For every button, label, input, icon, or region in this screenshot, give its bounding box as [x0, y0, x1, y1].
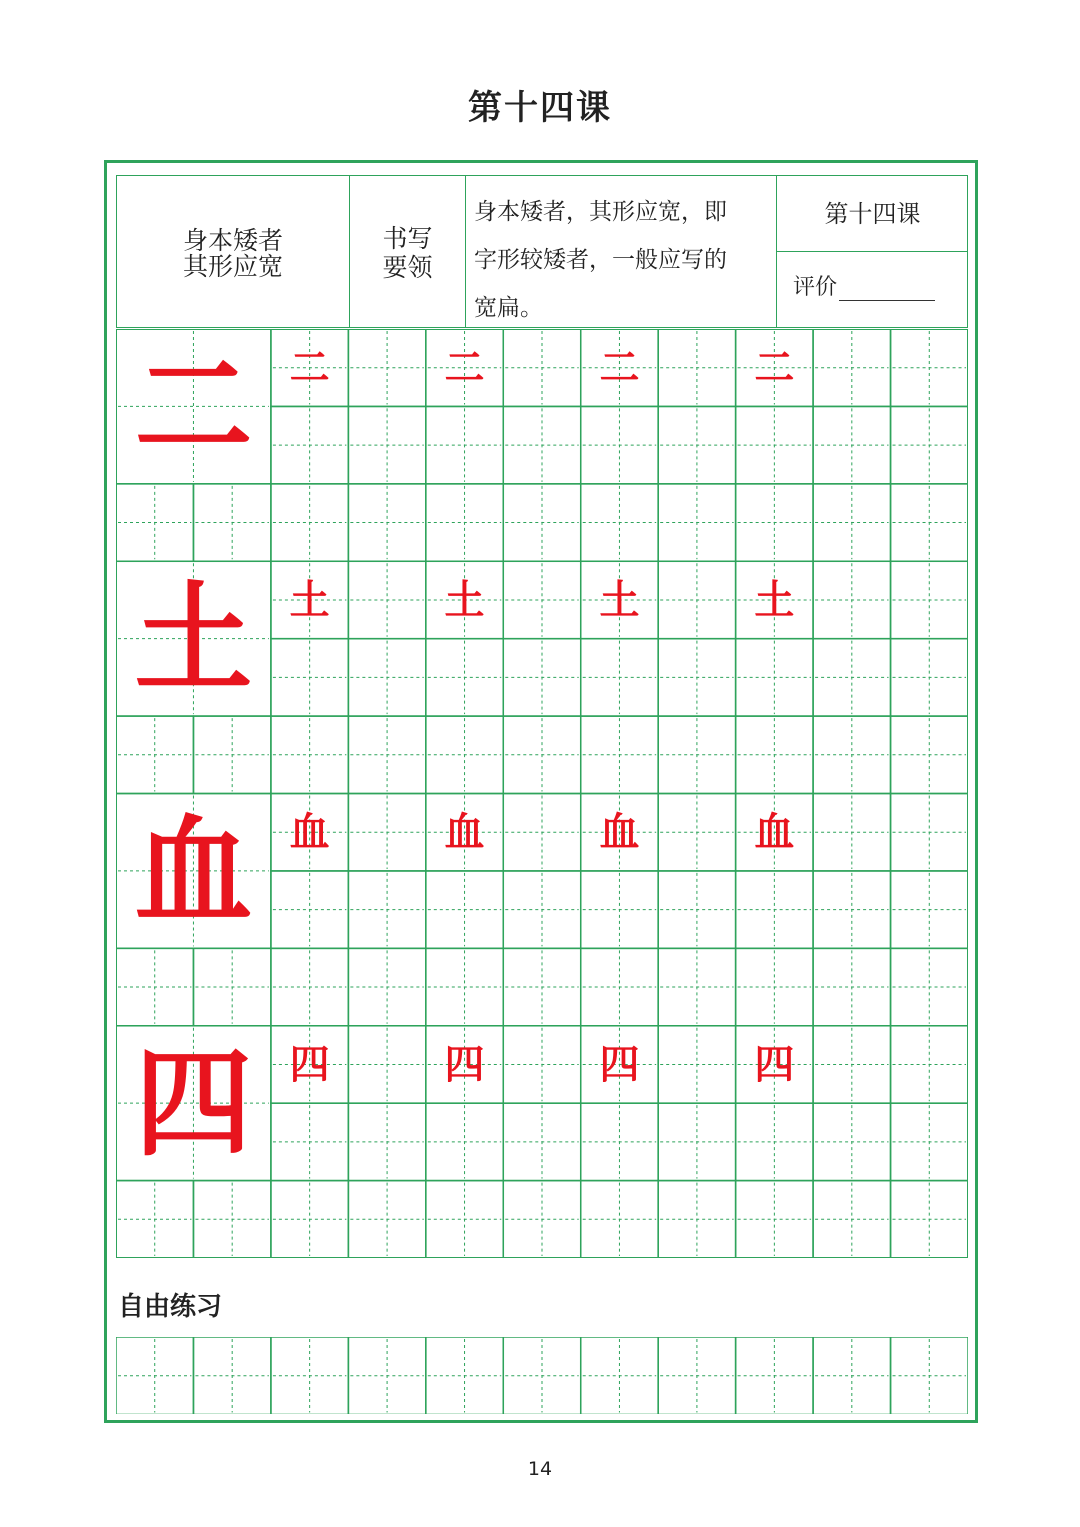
- model-character: 土: [134, 569, 253, 709]
- model-character: 血: [134, 801, 253, 941]
- practice-character: 土: [599, 576, 640, 624]
- practice-character: 二: [289, 344, 330, 392]
- method-text: [350, 224, 465, 282]
- practice-character: 土: [444, 576, 485, 624]
- evaluation-blank[interactable]: [839, 278, 935, 301]
- description-text: [474, 188, 770, 332]
- practice-character: 四: [289, 1040, 330, 1088]
- writing-grid: [116, 329, 968, 1258]
- evaluation-field: [793, 270, 935, 301]
- practice-character: 二: [754, 344, 795, 392]
- method-cell: [350, 176, 466, 327]
- lesson-label: 第十四课: [777, 176, 968, 252]
- page-number: 14: [527, 1458, 553, 1480]
- free-practice-grid: [116, 1337, 968, 1414]
- topic-text: [117, 228, 349, 280]
- practice-character: 四: [754, 1040, 795, 1088]
- practice-character: 血: [754, 808, 795, 856]
- description-cell: [466, 176, 777, 327]
- topic-line-1: 身本矮者: [182, 226, 283, 255]
- method-line-1: 书写: [382, 224, 433, 253]
- page-title: 第十四课: [468, 88, 612, 128]
- practice-character: 四: [599, 1040, 640, 1088]
- topic-cell: [117, 176, 350, 327]
- practice-character: 血: [289, 808, 330, 856]
- method-line-2: 要领: [382, 253, 433, 282]
- lesson-eval-cell: [777, 176, 968, 327]
- practice-character: 土: [289, 576, 330, 624]
- practice-character: 血: [444, 808, 485, 856]
- model-character: 四: [134, 1033, 253, 1173]
- description-line: 宽扁。: [474, 295, 543, 321]
- practice-character: 四: [444, 1040, 485, 1088]
- practice-character: 二: [599, 344, 640, 392]
- description-line: 身本矮者，其形应宽，即: [474, 199, 727, 225]
- description-line: 字形较矮者，一般应写的: [474, 247, 727, 273]
- practice-character: 土: [754, 576, 795, 624]
- free-practice-title: 自由练习: [118, 1292, 223, 1322]
- lesson-header-table: [116, 175, 968, 328]
- practice-character: 二: [444, 344, 485, 392]
- topic-line-2: 其形应宽: [182, 252, 283, 281]
- evaluation-label: 评价: [793, 275, 838, 300]
- model-character: 二: [134, 336, 253, 476]
- practice-character: 血: [599, 808, 640, 856]
